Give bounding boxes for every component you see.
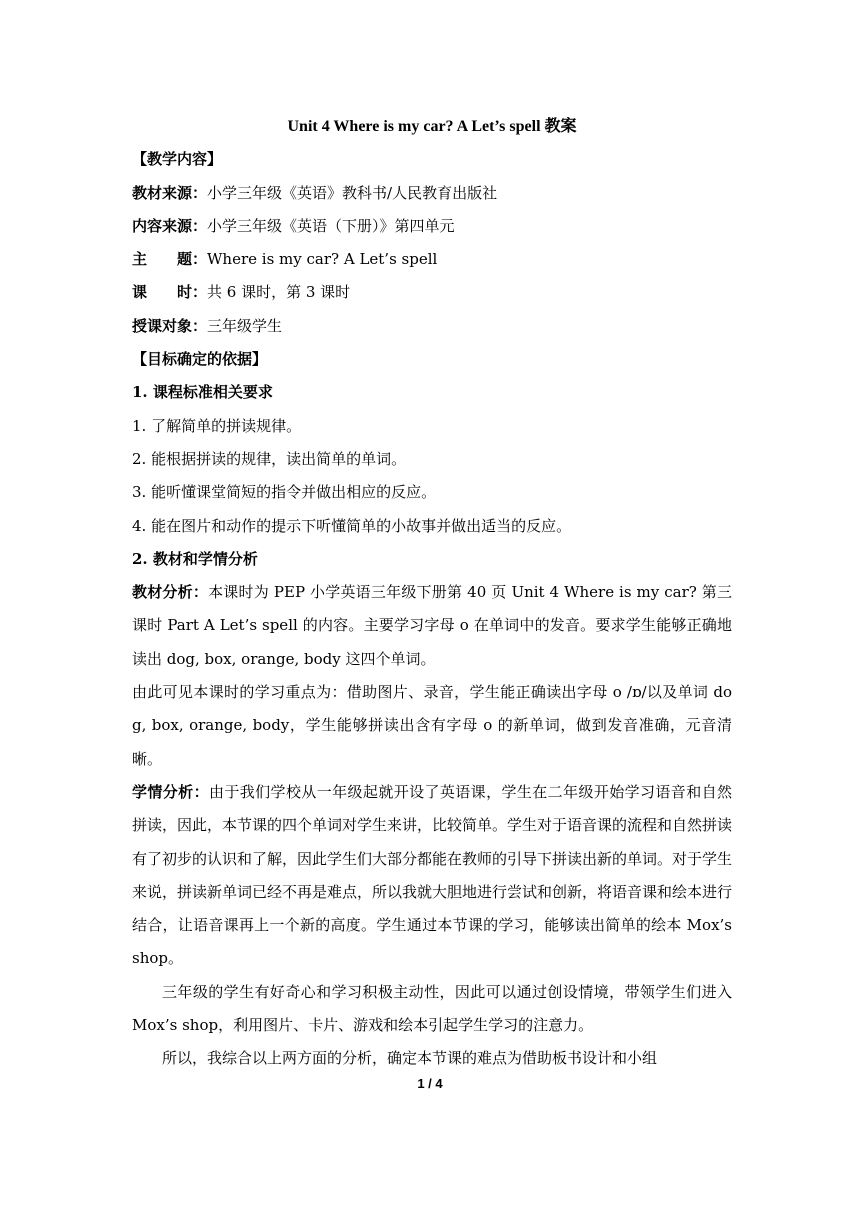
requirement-item: 3. 能听懂课堂简短的指令并做出相应的反应。: [132, 483, 437, 502]
info-key: 内容来源：: [132, 216, 208, 235]
material-analysis-paragraph: [132, 576, 732, 676]
info-value: 共 6 课时，第 3 课时: [207, 283, 351, 302]
page-number: 1 / 4: [417, 1076, 443, 1091]
info-value: 小学三年级《英语》教科书/人民教育出版社: [207, 183, 498, 202]
info-row-topic: [132, 243, 732, 276]
info-row-content-source: [132, 210, 732, 243]
info-row-audience: [132, 310, 732, 343]
info-key: 主 题：: [132, 250, 208, 269]
document-body: [132, 110, 732, 1076]
info-row-lesson: [132, 276, 732, 309]
info-key: 授课对象：: [132, 316, 208, 335]
section-heading-content: 【教学内容】: [132, 150, 223, 169]
material-analysis-label: 教材分析：: [132, 583, 209, 602]
focus-paragraph: 由此可见本课时的学习重点为：借助图片、录音，学生能正确读出字母 o /ɒ/以及单词 dog, box, orange, body，学生能够拼读出含有字母 o 的新单词，做到发音准确，元音清晰。: [132, 683, 732, 768]
info-value: Where is my car? A Let’s spell: [207, 250, 438, 269]
difficulty-paragraph: 所以，我综合以上两方面的分析，确定本节课的难点为借助板书设计和小组: [162, 1049, 658, 1068]
info-key: 教材来源：: [132, 183, 208, 202]
interest-paragraph: 三年级的学生有好奇心和学习积极主动性，因此可以通过创设情境，带领学生们进入 Mox’s shop，利用图片、卡片、游戏和绘本引起学生学习的注意力。: [132, 982, 732, 1035]
section-heading-basis: 【目标确定的依据】: [132, 350, 268, 369]
info-value: 小学三年级《英语（下册）》第四单元: [207, 216, 455, 235]
student-analysis-paragraph: [132, 776, 732, 976]
subheading-standards: 1. 课程标准相关要求: [132, 383, 273, 402]
requirement-item: 4. 能在图片和动作的提示下听懂简单的小故事并做出适当的反应。: [132, 516, 572, 535]
requirement-item: 2. 能根据拼读的规律，读出简单的单词。: [132, 449, 407, 468]
document-title: Unit 4 Where is my car? A Let’s spell 教案: [287, 118, 577, 135]
info-key: 课 时：: [132, 283, 208, 302]
student-analysis-text: 由于我们学校从一年级起就开设了英语课，学生在二年级开始学习语音和自然拼读，因此，本节课的四个单词对学生来讲，比较简单。学生对于语音课的流程和自然拼读有了初步的认识和了解，因此学生们大部分都能在教师的引导下拼读出新的单词。对于学生来说，拼读新单词已经不再是难点，所以我就大胆地进行尝试和创新，将语音课和绘本进行结合，让语音课再上一个新的高度。学生通过本节课的学习，能够读出简单的绘本 Mox’s shop。: [132, 782, 733, 968]
info-row-source: [132, 177, 732, 210]
subheading-analysis: 2. 教材和学情分析: [132, 549, 258, 568]
info-value: 三年级学生: [207, 316, 283, 335]
requirement-item: 1. 了解简单的拼读规律。: [132, 416, 302, 435]
student-analysis-label: 学情分析：: [132, 782, 209, 801]
material-analysis-text: 本课时为 PEP 小学英语三年级下册第 40 页 Unit 4 Where is my car? 第三课时 Part A Let’s spell 的内容。主要学习字母 o 在单词中的发音。要求学生能够正确地读出 dog, box, orange, body 这四个单词。: [132, 583, 732, 668]
